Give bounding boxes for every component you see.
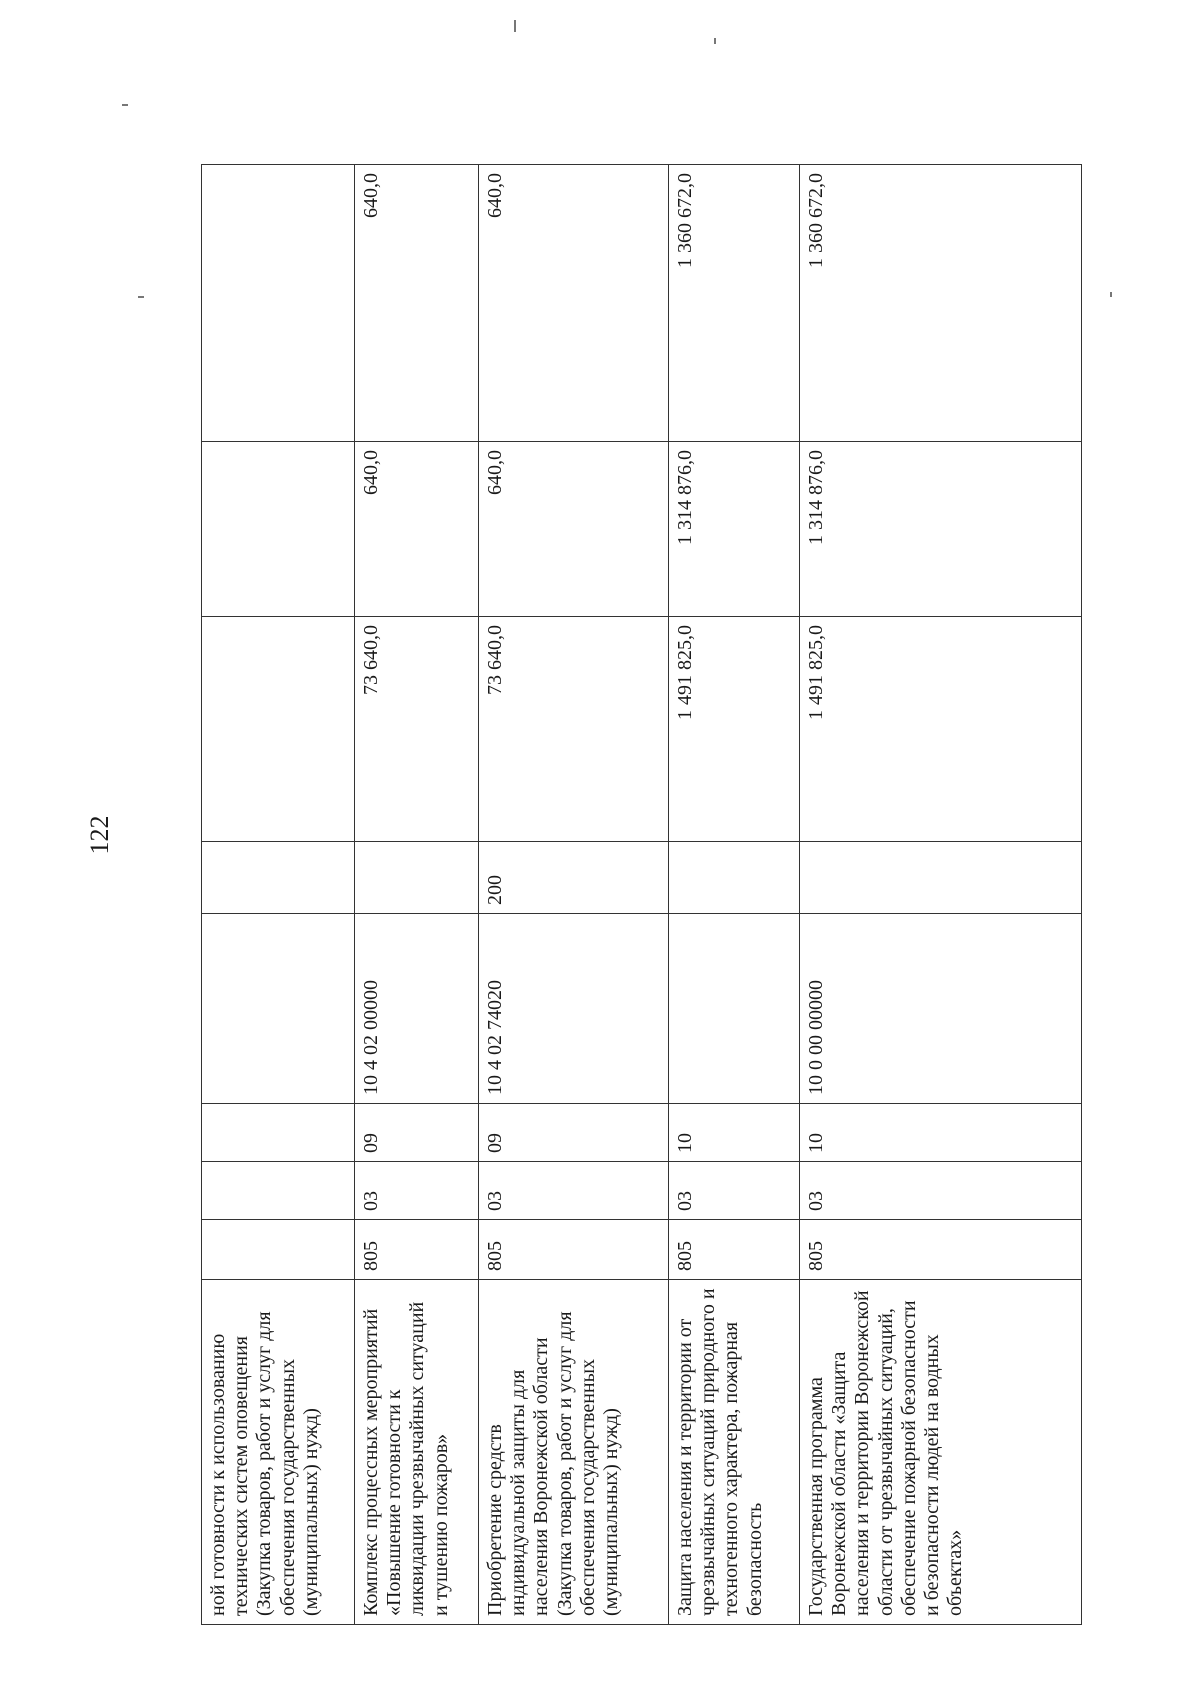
year1-cell: 73 640,0 xyxy=(479,617,669,842)
year2-cell: 640,0 xyxy=(479,442,669,617)
gr-cell xyxy=(202,1220,355,1280)
year1-cell: 73 640,0 xyxy=(355,617,479,842)
rz-cell: 03 xyxy=(669,1162,800,1220)
scan-mark xyxy=(514,20,516,32)
year2-cell: 1 314 876,0 xyxy=(669,442,800,617)
year3-cell: 640,0 xyxy=(479,165,669,442)
year1-cell: 1 491 825,0 xyxy=(800,617,1082,842)
scan-mark xyxy=(1110,292,1112,297)
csr-cell: 10 4 02 74020 xyxy=(479,914,669,1104)
table-row xyxy=(800,165,1082,1625)
row-name-cell: Защита населения и территории от чрезвычайных ситуаций природного и техногенного характера, пожарная безопасность xyxy=(669,1280,800,1625)
gr-cell: 805 xyxy=(800,1220,1082,1280)
scan-mark xyxy=(122,104,128,106)
year2-cell: 640,0 xyxy=(355,442,479,617)
year1-cell xyxy=(202,617,355,842)
year3-cell: 1 360 672,0 xyxy=(669,165,800,442)
gr-cell: 805 xyxy=(355,1220,479,1280)
scan-mark xyxy=(714,38,716,44)
rz-cell: 03 xyxy=(355,1162,479,1220)
vr-cell xyxy=(800,842,1082,914)
pr-cell: 10 xyxy=(669,1104,800,1162)
page-number: 122 xyxy=(85,815,114,855)
vr-cell xyxy=(669,842,800,914)
year3-cell: 1 360 672,0 xyxy=(800,165,1082,442)
gr-cell: 805 xyxy=(479,1220,669,1280)
table-row xyxy=(669,165,800,1625)
row-name-cell: Комплекс процессных мероприятий «Повышение готовности к ликвидации чрезвычайных ситуаций и тушению пожаров» xyxy=(355,1280,479,1625)
gr-cell: 805 xyxy=(669,1220,800,1280)
vr-cell: 200 xyxy=(479,842,669,914)
row-name-cell: Государственная программа Воронежской области «Защита населения и территории Воронежской области от чрезвычайных ситуаций, обеспечение пожарной безопасности и безопасности людей на водных объектах» xyxy=(800,1280,1082,1625)
year3-cell xyxy=(202,165,355,442)
vr-cell xyxy=(355,842,479,914)
vr-cell xyxy=(202,842,355,914)
year3-cell: 640,0 xyxy=(355,165,479,442)
pr-cell: 10 xyxy=(800,1104,1082,1162)
table-row xyxy=(355,165,479,1625)
csr-cell: 10 4 02 00000 xyxy=(355,914,479,1104)
csr-cell xyxy=(669,914,800,1104)
csr-cell: 10 0 00 00000 xyxy=(800,914,1082,1104)
row-name-cell: ной готовности к использованию технических систем оповещения (Закупка товаров, работ и услуг для обеспечения государственных (муниципальных) нужд) xyxy=(202,1280,355,1625)
row-name-cell: Приобретение средств индивидуальной защиты для населения Воронежской области (Закупка товаров, работ и услуг для обеспечения государственных (муниципальных) нужд) xyxy=(479,1280,669,1625)
table-row xyxy=(202,165,355,1625)
budget-table xyxy=(201,164,1082,1625)
rz-cell: 03 xyxy=(479,1162,669,1220)
budget-table-container xyxy=(201,165,1081,1625)
rz-cell: 03 xyxy=(800,1162,1082,1220)
rz-cell xyxy=(202,1162,355,1220)
scan-mark xyxy=(138,296,144,298)
year2-cell: 1 314 876,0 xyxy=(800,442,1082,617)
pr-cell xyxy=(202,1104,355,1162)
pr-cell: 09 xyxy=(479,1104,669,1162)
pr-cell: 09 xyxy=(355,1104,479,1162)
year1-cell: 1 491 825,0 xyxy=(669,617,800,842)
table-row xyxy=(479,165,669,1625)
csr-cell xyxy=(202,914,355,1104)
year2-cell xyxy=(202,442,355,617)
